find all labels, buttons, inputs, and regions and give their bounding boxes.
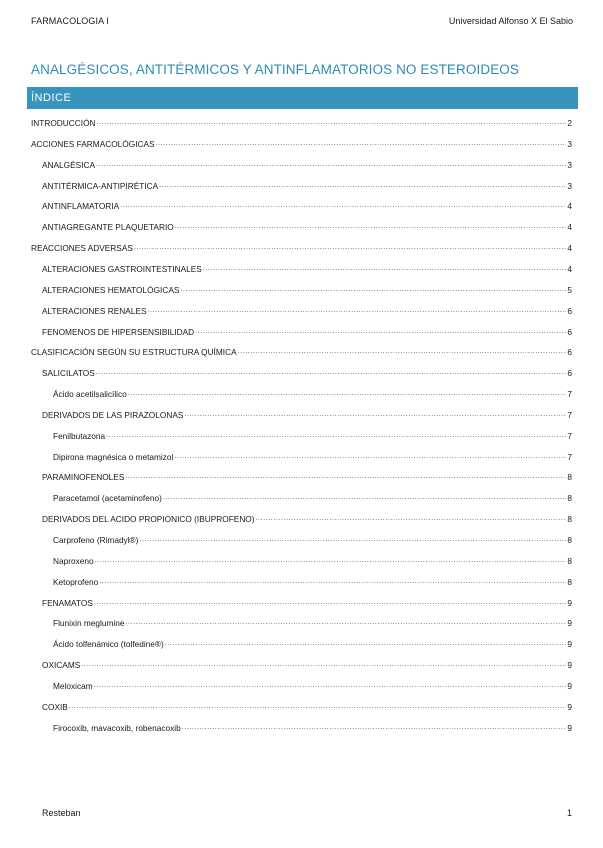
toc-entry-page: 6 bbox=[567, 326, 572, 337]
toc-entry-page: 3 bbox=[567, 180, 572, 191]
toc-leader-dots bbox=[139, 535, 566, 545]
toc-entry-label: Ácido tolfenámico (tolfedine®) bbox=[53, 639, 164, 650]
toc-entry-label: REACCIONES ADVERSAS bbox=[31, 243, 133, 254]
toc-entry-page: 9 bbox=[567, 680, 572, 691]
header-left: FARMACOLOGIA I bbox=[31, 16, 109, 26]
toc-entry[interactable] bbox=[53, 427, 572, 441]
toc-leader-dots bbox=[148, 306, 567, 316]
toc-leader-dots bbox=[174, 452, 566, 462]
toc-entry[interactable] bbox=[42, 177, 572, 191]
toc-entry-page: 9 bbox=[567, 660, 572, 671]
toc-entry-page: 8 bbox=[567, 576, 572, 587]
toc-entry-label: ANTITÉRMICA-ANTIPIRÉTICA bbox=[42, 180, 159, 191]
toc-leader-dots bbox=[203, 264, 567, 274]
toc-entry-page: 6 bbox=[567, 305, 572, 316]
toc-leader-dots bbox=[94, 598, 567, 608]
toc-entry-label: Naproxeno bbox=[53, 555, 94, 566]
toc-entry[interactable] bbox=[42, 406, 572, 420]
toc-entry-label: INTRODUCCIÓN bbox=[31, 118, 96, 128]
toc-entry[interactable] bbox=[42, 656, 572, 670]
toc-entry-page: 6 bbox=[567, 347, 572, 358]
toc-entry[interactable] bbox=[42, 197, 572, 211]
toc-entry-label: ALTERACIONES GASTROINTESTINALES bbox=[42, 263, 202, 274]
toc-entry-page: 4 bbox=[567, 243, 572, 254]
toc-entry[interactable] bbox=[53, 677, 572, 691]
toc-entry-label: ALTERACIONES RENALES bbox=[42, 305, 147, 316]
toc-entry[interactable] bbox=[53, 719, 572, 733]
toc-leader-dots bbox=[238, 347, 567, 357]
toc-entry-page: 9 bbox=[567, 618, 572, 629]
toc-entry[interactable] bbox=[53, 552, 572, 566]
toc-entry[interactable] bbox=[53, 614, 572, 628]
toc-entry[interactable] bbox=[31, 135, 572, 149]
toc-entry[interactable] bbox=[42, 594, 572, 608]
toc-leader-dots bbox=[99, 577, 566, 587]
toc-entry-label: DERIVADOS DEL ACIDO PROPIONICO (IBUPROFENO) bbox=[42, 514, 255, 525]
toc-leader-dots bbox=[159, 181, 566, 191]
toc-entry-label: ANTIAGREGANTE PLAQUETARIO bbox=[42, 222, 174, 233]
toc-entry-page: 9 bbox=[567, 639, 572, 650]
toc-entry-page: 8 bbox=[567, 555, 572, 566]
toc-leader-dots bbox=[97, 118, 567, 128]
toc-leader-dots bbox=[125, 618, 566, 628]
toc-leader-dots bbox=[182, 723, 567, 733]
toc-leader-dots bbox=[120, 201, 566, 211]
toc-entry[interactable] bbox=[42, 260, 572, 274]
toc-entry-label: Carprofeno (Rimadyl®) bbox=[53, 535, 139, 545]
toc-leader-dots bbox=[163, 493, 567, 503]
toc-leader-dots bbox=[106, 431, 566, 441]
toc-entry-label: ANALGÉSICA bbox=[42, 159, 96, 170]
toc-leader-dots bbox=[128, 389, 567, 399]
toc-leader-dots bbox=[184, 410, 566, 420]
toc-entry[interactable] bbox=[31, 343, 572, 357]
toc-entry-page: 9 bbox=[567, 701, 572, 712]
toc-entry-label: FENOMENOS DE HIPERSENSIBILIDAD bbox=[42, 326, 195, 337]
toc-entry[interactable] bbox=[42, 156, 572, 170]
toc-entry-page: 4 bbox=[567, 263, 572, 274]
toc-entry-page: 8 bbox=[567, 472, 572, 483]
toc-leader-dots bbox=[94, 681, 567, 691]
toc-entry-page: 3 bbox=[567, 138, 572, 149]
toc-entry[interactable] bbox=[53, 635, 572, 649]
toc-entry-page: 8 bbox=[567, 493, 572, 504]
toc-entry-page: 2 bbox=[567, 118, 572, 128]
toc-entry[interactable] bbox=[53, 385, 572, 399]
toc-entry[interactable] bbox=[53, 531, 572, 545]
index-heading: ÍNDICE bbox=[31, 92, 72, 104]
header-right: Universidad Alfonso X El Sabio bbox=[448, 16, 573, 26]
toc-leader-dots bbox=[81, 660, 566, 670]
toc-entry-label: Fenilbutazona bbox=[53, 430, 106, 441]
toc-entry-page: 7 bbox=[567, 451, 572, 462]
toc-leader-dots bbox=[256, 514, 567, 524]
toc-entry-page: 6 bbox=[567, 368, 572, 379]
document-title: ANALGÉSICOS, ANTITÉRMICOS Y ANTINFLAMATORIOS NO ESTEROIDEOS bbox=[31, 62, 519, 77]
toc-leader-dots bbox=[134, 243, 566, 253]
toc-leader-dots bbox=[96, 160, 566, 170]
toc-entry-label: DERIVADOS DE LAS PIRAZOLONAS bbox=[42, 409, 184, 420]
toc-entry-label: Paracetamol (acetaminofeno) bbox=[53, 493, 162, 504]
toc-entry-label: CLASIFICACIÓN SEGÚN SU ESTRUCTURA QUÍMICA bbox=[31, 347, 237, 358]
index-heading-bar bbox=[27, 87, 578, 109]
toc-entry[interactable] bbox=[42, 510, 572, 524]
toc-entry[interactable] bbox=[42, 218, 572, 232]
toc-entry-page: 8 bbox=[567, 535, 572, 545]
toc-entry[interactable] bbox=[53, 573, 572, 587]
toc-leader-dots bbox=[156, 139, 567, 149]
toc-entry[interactable] bbox=[31, 239, 572, 253]
toc-leader-dots bbox=[180, 285, 566, 295]
toc-entry-label: COXIB bbox=[42, 701, 68, 712]
toc-entry-label: ACCIONES FARMACOLÓGICAS bbox=[31, 138, 155, 149]
toc-entry-label: ANTINFLAMATORIA bbox=[42, 201, 120, 212]
toc-entry-label: OXICAMS bbox=[42, 660, 81, 671]
toc-entry-label: ALTERACIONES HEMATOLÓGICAS bbox=[42, 284, 180, 295]
toc-leader-dots bbox=[175, 222, 567, 232]
toc-entry[interactable] bbox=[42, 302, 572, 316]
footer-author: Resteban bbox=[42, 808, 81, 818]
toc-entry-label: Firocoxib, mavacoxib, robenacoxib bbox=[53, 722, 181, 733]
toc-entry-label: Meloxicam bbox=[53, 680, 93, 691]
toc-entry-label: Ácido acetilsalicílico bbox=[53, 389, 127, 400]
toc-entry[interactable] bbox=[42, 468, 572, 482]
toc-entry-page: 5 bbox=[567, 284, 572, 295]
toc-entry[interactable] bbox=[42, 281, 572, 295]
toc-leader-dots bbox=[96, 368, 567, 378]
toc-entry-label: FENAMATOS bbox=[42, 597, 93, 608]
toc-entry-page: 4 bbox=[567, 222, 572, 233]
toc-entry[interactable] bbox=[42, 698, 572, 712]
toc-entry-label: SALICILATOS bbox=[42, 368, 95, 379]
toc-entry-label: Ketoprofeno bbox=[53, 576, 99, 587]
toc-leader-dots bbox=[195, 327, 566, 337]
toc-entry-page: 4 bbox=[567, 201, 572, 212]
toc-entry[interactable] bbox=[53, 448, 572, 462]
toc-entry[interactable] bbox=[42, 323, 572, 337]
toc-entry-page: 7 bbox=[567, 409, 572, 420]
toc-leader-dots bbox=[95, 556, 567, 566]
toc-leader-dots bbox=[125, 472, 566, 482]
toc-entry-page: 7 bbox=[567, 430, 572, 441]
footer-page-number: 1 bbox=[566, 808, 572, 818]
toc-entry-page: 3 bbox=[567, 159, 572, 170]
toc-entry-page: 9 bbox=[567, 722, 572, 733]
toc-entry[interactable] bbox=[31, 114, 572, 128]
toc-entry-page: 8 bbox=[567, 514, 572, 525]
toc-leader-dots bbox=[69, 702, 567, 712]
toc-entry-label: Dipirona magnésica o metamizol bbox=[53, 451, 174, 462]
toc-entry-label: Flunixin meglumine bbox=[53, 618, 125, 629]
toc-entry-page: 7 bbox=[567, 389, 572, 400]
toc-entry[interactable] bbox=[42, 364, 572, 378]
toc-entry-page: 9 bbox=[567, 597, 572, 608]
toc-entry[interactable] bbox=[53, 489, 572, 503]
toc-leader-dots bbox=[165, 639, 567, 649]
toc-entry-label: PARAMINOFENOLES bbox=[42, 472, 125, 483]
